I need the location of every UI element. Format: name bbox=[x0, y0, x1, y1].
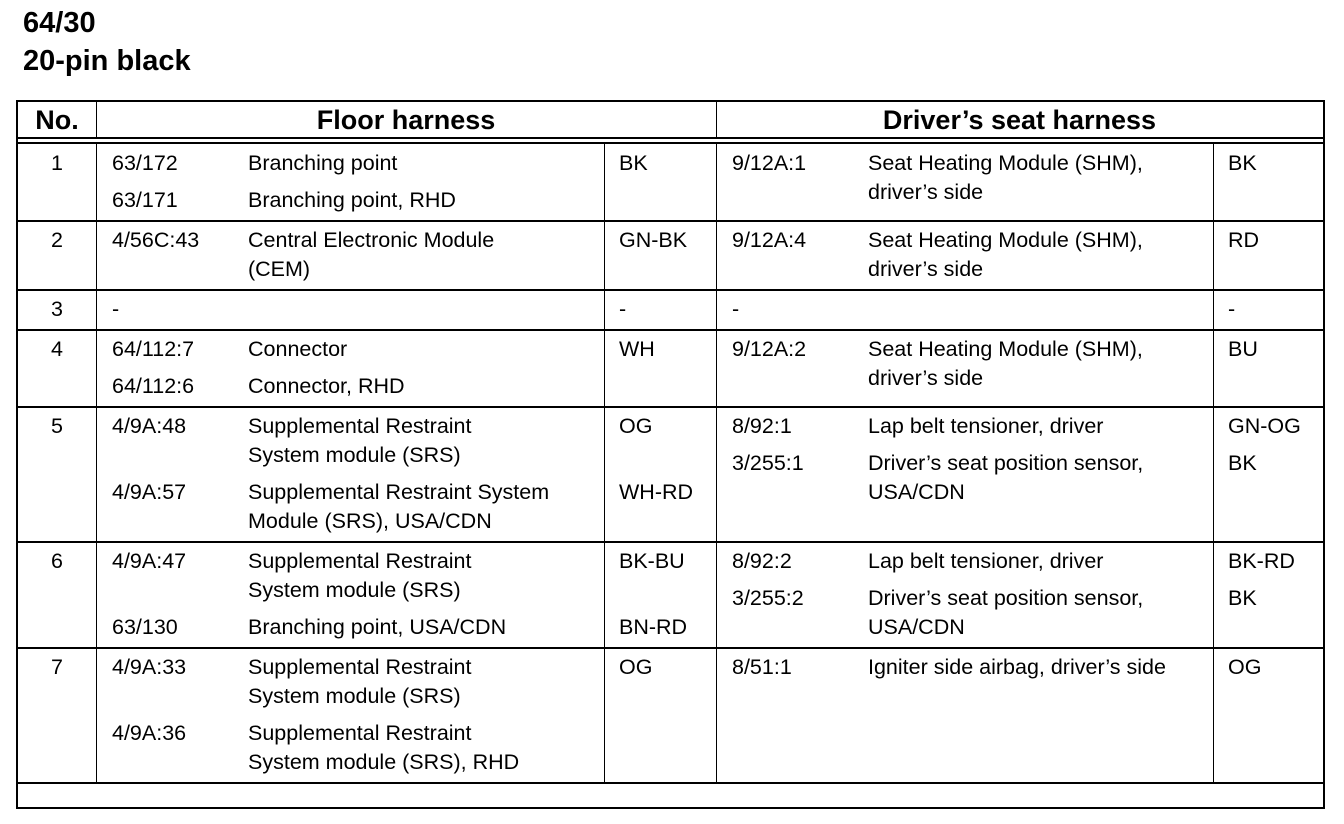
column-divider bbox=[716, 542, 717, 648]
floor-component-code: 4/9A:48 bbox=[112, 414, 187, 438]
floor-component-code: 63/172 bbox=[112, 151, 178, 175]
driver-wire-color: BU bbox=[1228, 337, 1258, 361]
floor-wire-color: WH-RD bbox=[619, 480, 694, 504]
floor-component-code: 4/56C:43 bbox=[112, 228, 200, 252]
floor-component-description: Connector bbox=[248, 337, 348, 361]
column-divider bbox=[96, 144, 97, 221]
column-divider bbox=[96, 221, 97, 290]
driver-wire-color: BK bbox=[1228, 451, 1257, 475]
driver-component-description: USA/CDN bbox=[868, 480, 965, 504]
driver-wire-color: BK bbox=[1228, 151, 1257, 175]
driver-component-description: driver’s side bbox=[868, 180, 984, 204]
driver-wire-color: BK bbox=[1228, 586, 1257, 610]
column-divider bbox=[1213, 407, 1214, 542]
driver-component-code: 8/51:1 bbox=[732, 655, 792, 679]
floor-component-description: Branching point, RHD bbox=[248, 188, 456, 212]
driver-component-code: 3/255:2 bbox=[732, 586, 804, 610]
row-divider bbox=[18, 329, 1323, 331]
driver-wire-color: RD bbox=[1228, 228, 1260, 252]
driver-component-code: 8/92:2 bbox=[732, 549, 792, 573]
header-rule bbox=[18, 142, 1323, 144]
column-divider bbox=[716, 221, 717, 290]
floor-component-description: Supplemental Restraint bbox=[248, 414, 472, 438]
floor-wire-color: OG bbox=[619, 655, 653, 679]
column-divider bbox=[96, 542, 97, 648]
column-divider bbox=[1213, 221, 1214, 290]
column-divider bbox=[96, 407, 97, 542]
floor-wire-color: OG bbox=[619, 414, 653, 438]
driver-component-description: Lap belt tensioner, driver bbox=[868, 414, 1104, 438]
column-divider bbox=[716, 144, 717, 221]
row-divider bbox=[18, 406, 1323, 408]
floor-component-code: 64/112:6 bbox=[112, 374, 195, 398]
floor-component-description: Supplemental Restraint System bbox=[248, 480, 550, 504]
driver-component-description: Driver’s seat position sensor, bbox=[868, 586, 1144, 610]
driver-component-description: Seat Heating Module (SHM), bbox=[868, 151, 1143, 175]
header-floor-harness: Floor harness bbox=[316, 105, 496, 135]
floor-component-code: 4/9A:33 bbox=[112, 655, 187, 679]
column-divider bbox=[1213, 330, 1214, 407]
row-divider bbox=[18, 289, 1323, 291]
floor-component-description: (CEM) bbox=[248, 257, 311, 281]
column-divider bbox=[716, 407, 717, 542]
floor-component-description: Branching point bbox=[248, 151, 398, 175]
pin-number: 5 bbox=[51, 414, 63, 438]
floor-component-description: Central Electronic Module bbox=[248, 228, 495, 252]
column-divider bbox=[1213, 542, 1214, 648]
driver-wire-color: GN-OG bbox=[1228, 414, 1301, 438]
row-divider bbox=[18, 541, 1323, 543]
floor-wire-color: WH bbox=[619, 337, 655, 361]
driver-component-description: driver’s side bbox=[868, 366, 984, 390]
floor-component-description: System module (SRS) bbox=[248, 578, 461, 602]
driver-component-code: 9/12A:2 bbox=[732, 337, 807, 361]
column-divider bbox=[716, 330, 717, 407]
driver-wire-color: OG bbox=[1228, 655, 1262, 679]
floor-component-description: System module (SRS), RHD bbox=[248, 750, 520, 774]
driver-component-description: Igniter side airbag, driver’s side bbox=[868, 655, 1166, 679]
floor-component-description: Supplemental Restraint bbox=[248, 655, 472, 679]
pin-number: 2 bbox=[51, 228, 63, 252]
floor-component-code: 63/171 bbox=[112, 188, 178, 212]
floor-component-description: Supplemental Restraint bbox=[248, 721, 472, 745]
driver-component-code: 8/92:1 bbox=[732, 414, 792, 438]
connector-description: 20-pin black bbox=[23, 45, 191, 77]
floor-component-description: Branching point, USA/CDN bbox=[248, 615, 507, 639]
column-divider bbox=[96, 290, 97, 330]
row-divider bbox=[18, 220, 1323, 222]
floor-component-description: System module (SRS) bbox=[248, 443, 461, 467]
column-divider bbox=[604, 144, 605, 221]
floor-wire-color: BN-RD bbox=[619, 615, 688, 639]
floor-component-code: 4/9A:57 bbox=[112, 480, 187, 504]
driver-component-description: Seat Heating Module (SHM), bbox=[868, 228, 1143, 252]
floor-wire-color: BK-BU bbox=[619, 549, 685, 573]
column-divider bbox=[604, 290, 605, 330]
column-divider bbox=[716, 102, 717, 139]
column-divider bbox=[1213, 144, 1214, 221]
floor-component-code: 64/112:7 bbox=[112, 337, 195, 361]
floor-component-description: Supplemental Restraint bbox=[248, 549, 472, 573]
column-divider bbox=[96, 648, 97, 783]
driver-component-description: driver’s side bbox=[868, 257, 984, 281]
column-divider bbox=[1213, 648, 1214, 783]
floor-wire-color: - bbox=[619, 297, 627, 321]
floor-wire-color: GN-BK bbox=[619, 228, 688, 252]
floor-component-description: System module (SRS) bbox=[248, 684, 461, 708]
floor-component-code: 4/9A:47 bbox=[112, 549, 187, 573]
connector-id: 64/30 bbox=[23, 7, 96, 39]
column-divider bbox=[716, 648, 717, 783]
row-divider bbox=[18, 647, 1323, 649]
column-divider bbox=[604, 648, 605, 783]
driver-component-code: 3/255:1 bbox=[732, 451, 804, 475]
driver-component-description: Seat Heating Module (SHM), bbox=[868, 337, 1143, 361]
floor-component-description: Module (SRS), USA/CDN bbox=[248, 509, 492, 533]
column-divider bbox=[96, 330, 97, 407]
pin-number: 3 bbox=[51, 297, 63, 321]
driver-component-description: USA/CDN bbox=[868, 615, 965, 639]
column-divider bbox=[716, 290, 717, 330]
pin-number: 4 bbox=[51, 337, 63, 361]
floor-component-code: 4/9A:36 bbox=[112, 721, 187, 745]
header-no: No. bbox=[35, 105, 79, 135]
header-rule bbox=[18, 137, 1323, 139]
column-divider bbox=[604, 542, 605, 648]
driver-component-code: 9/12A:1 bbox=[732, 151, 807, 175]
driver-component-description: Lap belt tensioner, driver bbox=[868, 549, 1104, 573]
floor-component-code: - bbox=[112, 297, 120, 321]
driver-wire-color: - bbox=[1228, 297, 1236, 321]
floor-wire-color: BK bbox=[619, 151, 648, 175]
driver-component-description: Driver’s seat position sensor, bbox=[868, 451, 1144, 475]
row-divider bbox=[18, 782, 1323, 784]
driver-component-code: - bbox=[732, 297, 740, 321]
driver-wire-color: BK-RD bbox=[1228, 549, 1295, 573]
floor-component-code: 63/130 bbox=[112, 615, 178, 639]
column-divider bbox=[604, 407, 605, 542]
column-divider bbox=[604, 330, 605, 407]
pin-number: 1 bbox=[51, 151, 63, 175]
pinout-table bbox=[16, 100, 1325, 809]
pin-number: 7 bbox=[51, 655, 63, 679]
driver-component-code: 9/12A:4 bbox=[732, 228, 807, 252]
column-divider bbox=[1213, 290, 1214, 330]
column-divider bbox=[96, 102, 97, 139]
floor-component-description: Connector, RHD bbox=[248, 374, 405, 398]
header-drivers-seat-harness: Driver’s seat harness bbox=[882, 105, 1157, 135]
pin-number: 6 bbox=[51, 549, 63, 573]
column-divider bbox=[604, 221, 605, 290]
